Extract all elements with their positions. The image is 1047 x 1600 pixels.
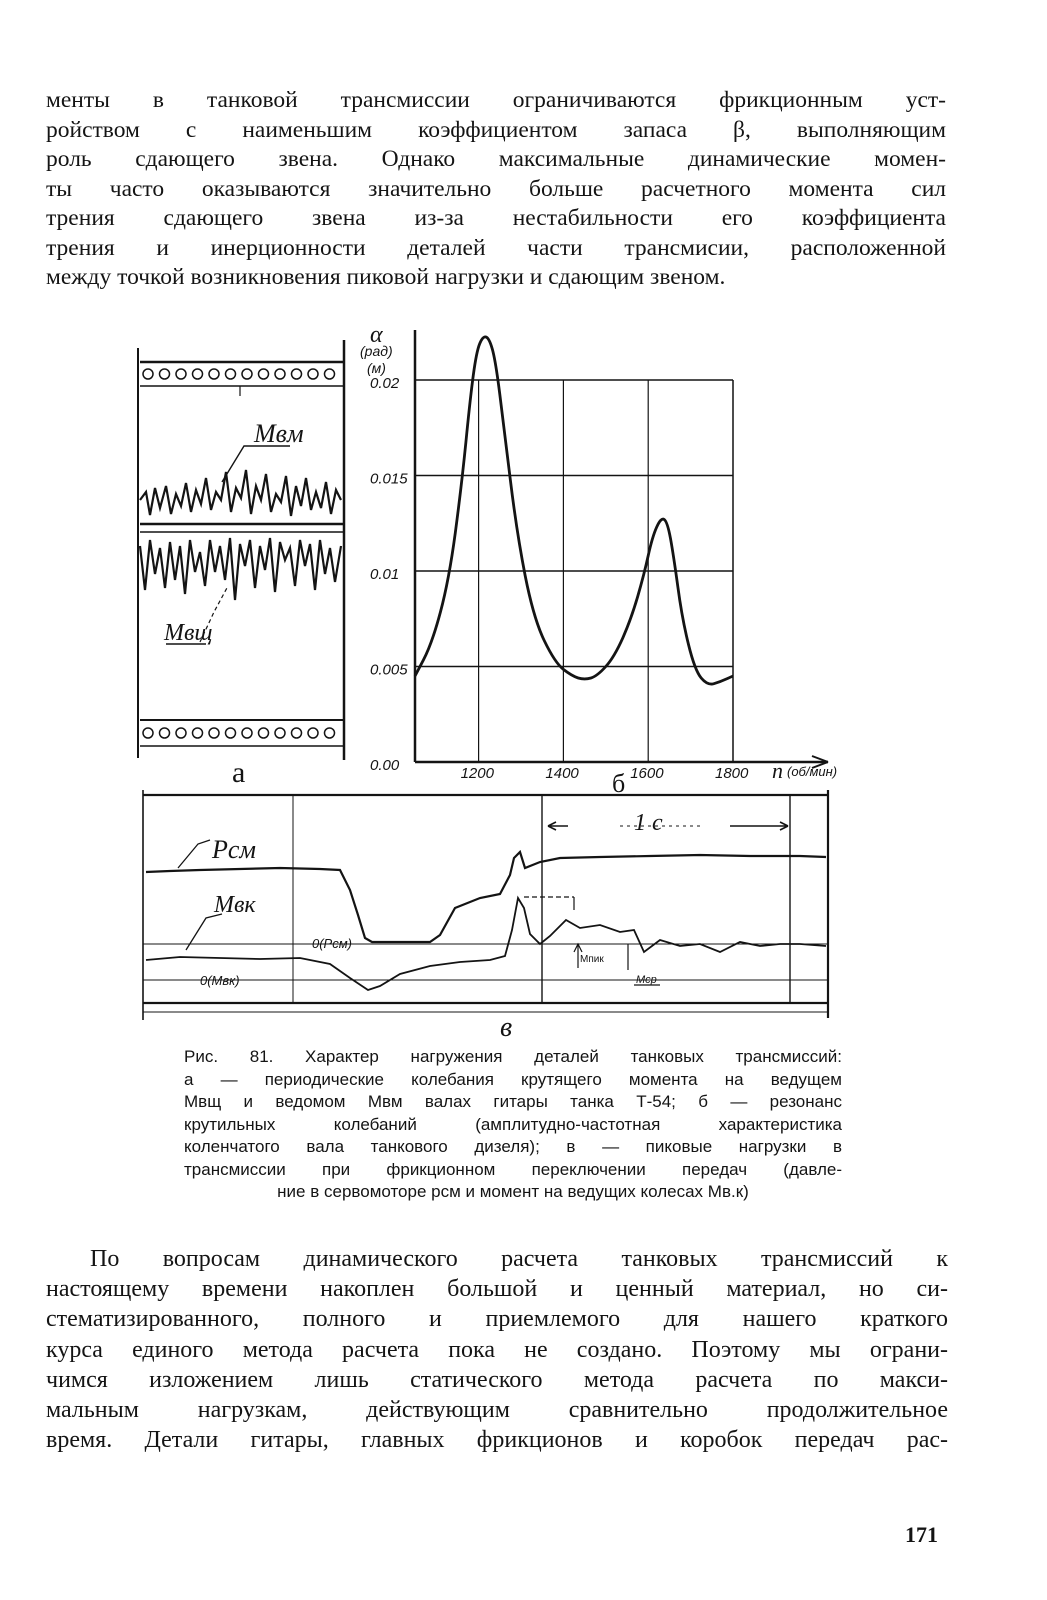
text-line: время. Детали гитары, главных фрикционов и коробок передач рас- [46,1427,948,1454]
panel-v-letter: в [500,1012,513,1043]
caption-line: коленчатого вала танкового дизеля); в — пиковые нагрузки в [184,1137,842,1156]
timing-mark [160,728,170,738]
text-line: мальным нагрузкам, действующим сравнительно продолжительное [46,1397,948,1424]
timing-mark [143,728,153,738]
timing-mark [308,369,318,379]
timing-mark [193,369,203,379]
y-tick-label: 0.02 [370,375,400,392]
timing-mark [325,369,335,379]
panel-b-y-tick-labels [370,375,408,774]
panel-v-mean-torque-label: Мср [636,974,657,986]
timing-mark [242,728,252,738]
caption-line: а — периодические колебания крутящего момента на ведущем [184,1069,842,1089]
timing-mark [176,728,186,738]
caption-line: Рис. 81. Характер нагружения деталей танковых трансмиссий: [184,1047,842,1066]
panel-a-label-lower: Мвщ [164,620,213,646]
figure-caption [184,1046,842,1204]
x-tick-label: 1800 [715,765,749,782]
panel-b-frame [415,330,828,768]
timing-mark [143,369,153,379]
text-line: трения и инерционности деталей части трансмисии, расположенной [46,234,946,261]
text-line: роль сдающего звена. Однако максимальные динамические момен- [46,146,946,172]
panel-b-y-axis-symbol: α [370,322,383,348]
text-line: ты часто оказываются значительно больше расчетного момента сил [46,175,946,202]
caption-line: ние в сервомоторе pсм и момент на ведущих колесах Мв.к) [277,1182,749,1201]
timing-mark [275,369,285,379]
panel-b-y-axis-unit-rad: (рад) [360,343,393,359]
timing-mark [259,369,269,379]
y-tick-label: 0.00 [370,757,400,774]
y-tick-label: 0.015 [370,470,408,488]
timing-mark [160,369,170,379]
panel-b-x-axis-label: n [772,758,783,783]
y-tick-label: 0.01 [370,566,400,583]
caption-line: Мвщ и ведомом Мвм валах гитары танка Т-54; б — резонанс [184,1092,842,1111]
x-tick-label: 1600 [630,765,664,782]
text-line: чимся изложением лишь статического метода расчета по макси- [46,1366,948,1393]
timing-mark [226,369,236,379]
y-tick-label: 0.005 [370,661,408,679]
panel-v-time-scale-label: 1 с [634,810,663,836]
lower-shaft-torque-trace [140,538,341,600]
panel-v-torque-label: Мвк [214,892,256,918]
servo-pressure-trace [146,852,826,942]
text-line: По вопросам динамического расчета танковых трансмиссий к [90,1246,948,1272]
text-line: трения сдающего звена из-за нестабильности его коэффициента [46,205,946,231]
text-line: курса единого метода расчета пока не создано. Поэтому мы ограни- [46,1336,948,1363]
panel-b-grid [415,380,733,762]
caption-line: крутильных колебаний (амплитудно-частотная характеристика [184,1114,842,1134]
timing-mark [242,369,252,379]
x-tick-label: 1200 [460,765,494,782]
timing-mark [275,728,285,738]
timing-mark [209,369,219,379]
text-line: стематизированного, полного и приемлемого для нашего краткого [46,1306,948,1333]
caption-line: трансмиссии при фрикционном переключении передач (давле- [184,1159,842,1179]
timing-mark [209,728,219,738]
panel-v-peak-torque-label: Мпик [580,954,604,965]
panel-b-x-axis-unit: (об/мин) [787,764,838,779]
timing-marks-top [143,369,335,379]
timing-mark [292,728,302,738]
panel-v-zero-pressure-label: 0(Pсм) [312,936,352,951]
text-line: менты в танковой трансмиссии ограничиваются фрикционным уст- [46,87,946,113]
top-paragraph [46,86,946,293]
panel-a-label-upper: Мвм [254,419,304,448]
page-number: 171 [905,1522,938,1547]
panel-v-zero-torque-label: 0(Мвк) [200,973,240,988]
text-line: настоящему времени накоплен большой и ценный материал, но си- [46,1276,948,1303]
upper-shaft-torque-trace [140,470,341,516]
panel-v-oscillogram [143,790,828,1020]
panel-a-letter: а [232,756,246,789]
timing-mark [292,369,302,379]
x-tick-label: 1400 [545,765,579,782]
timing-mark [226,728,236,738]
panel-b-letter: б [612,769,626,798]
resonance-curve [415,337,733,684]
timing-mark [325,728,335,738]
timing-mark [176,369,186,379]
bottom-paragraph [46,1244,948,1455]
wheel-torque-trace [146,898,826,990]
timing-mark [259,728,269,738]
timing-mark [193,728,203,738]
text-line: между точкой возникновения пиковой нагрузки и сдающим звеном. [46,264,726,290]
text-line: ройством с наименьшим коэффициентом запаса β, выполняющим [46,116,946,143]
panel-b-x-tick-labels [461,765,749,782]
panel-a-oscillogram [138,340,344,760]
panel-v-pressure-label: Pсм [212,835,257,864]
timing-marks-bottom [143,728,335,738]
timing-mark [308,728,318,738]
panel-b-y-axis-unit-m: (м) [367,360,386,376]
